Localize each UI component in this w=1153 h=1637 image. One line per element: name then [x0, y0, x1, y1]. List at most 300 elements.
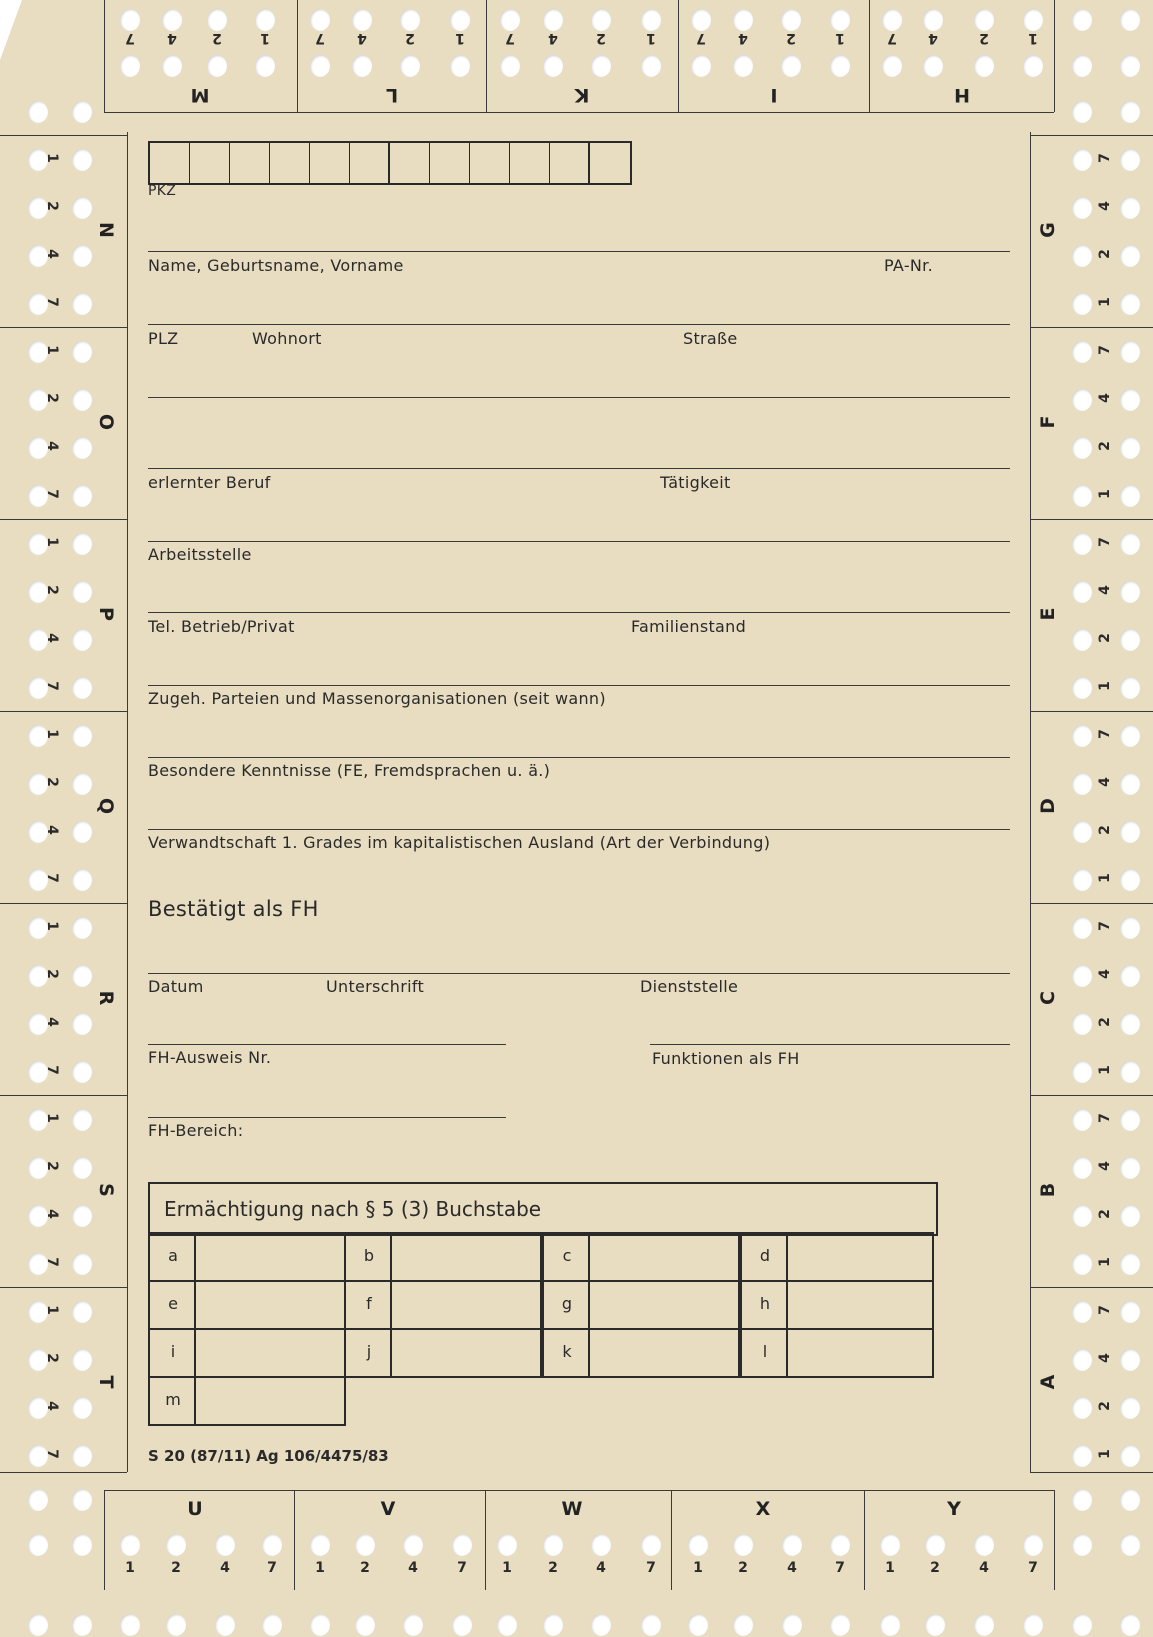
- right-punch-hole: [1120, 1397, 1140, 1419]
- right-punch-hole: [1120, 1157, 1140, 1179]
- right-punch-hole: [1072, 629, 1092, 651]
- right-punch-hole: [1120, 1301, 1140, 1323]
- left-hole-number: 1: [44, 537, 60, 547]
- top-hole-number: 4: [548, 30, 558, 46]
- left-hole-number: 7: [44, 1257, 60, 1267]
- authorization-letter-e: e: [168, 1294, 178, 1313]
- top-group-letter-k: K: [574, 84, 590, 106]
- bottom-punch-hole: [403, 1534, 423, 1556]
- top-punch-hole: [207, 9, 227, 31]
- bottom-hole-number: 2: [360, 1560, 370, 1576]
- right-hole-number: 7: [1097, 537, 1113, 547]
- right-group-divider: [1030, 519, 1153, 520]
- right-punch-hole: [1072, 773, 1092, 795]
- top-hole-number: 2: [596, 30, 606, 46]
- top-group-divider: [104, 0, 105, 112]
- left-group-divider: [0, 327, 127, 328]
- top-punch-hole: [400, 55, 420, 77]
- authorization-letter-c: c: [562, 1246, 572, 1265]
- left-group-letter-t: T: [95, 1375, 117, 1389]
- left-punch-hole: [72, 293, 92, 315]
- bottom-hole-number: 2: [548, 1560, 558, 1576]
- bottom-punch-hole: [28, 1614, 48, 1636]
- bottom-group-divider: [104, 1490, 105, 1590]
- right-group-letter-g: G: [1037, 222, 1059, 238]
- right-hole-number: 4: [1097, 393, 1113, 403]
- strasse-label: Straße: [683, 329, 738, 348]
- right-hole-number: 7: [1097, 345, 1113, 355]
- bottom-group-divider: [671, 1490, 672, 1590]
- left-group-divider: [0, 1287, 127, 1288]
- authorization-value-cell[interactable]: [786, 1280, 934, 1330]
- bottom-hole-number: 2: [738, 1560, 748, 1576]
- right-group-divider: [1030, 711, 1153, 712]
- pkz-digit-box[interactable]: [350, 143, 390, 183]
- bottom-hole-number: 7: [457, 1560, 467, 1576]
- top-hole-number: 1: [646, 30, 656, 46]
- left-hole-number: 4: [44, 441, 60, 451]
- left-punch-hole: [72, 1349, 92, 1371]
- left-group-letter-p: P: [95, 607, 117, 621]
- left-punch-hole: [72, 533, 92, 555]
- bottom-group-letter-y: Y: [947, 1498, 961, 1520]
- pkz-digit-box[interactable]: [470, 143, 510, 183]
- top-group-letter-h: H: [954, 84, 970, 106]
- left-punch-hole: [72, 677, 92, 699]
- top-punch-hole: [255, 55, 275, 77]
- authorization-value-cell[interactable]: [194, 1232, 346, 1282]
- bottom-group-divider: [294, 1490, 295, 1590]
- authorization-letter-j: j: [366, 1342, 372, 1361]
- familienstand-label: Familienstand: [631, 617, 747, 636]
- authorization-letter-cell: [740, 1280, 788, 1330]
- top-punch-hole: [207, 55, 227, 77]
- top-hole-number: 1: [260, 30, 270, 46]
- bottom-hole-number: 2: [171, 1560, 181, 1576]
- bottom-punch-hole: [166, 1614, 186, 1636]
- top-punch-hole: [310, 55, 330, 77]
- bottom-punch-hole: [1023, 1614, 1043, 1636]
- right-hole-number: 2: [1097, 1209, 1113, 1219]
- top-punch-hole: [255, 9, 275, 31]
- right-hole-number: 1: [1097, 681, 1113, 691]
- bottom-hole-number: 4: [408, 1560, 418, 1576]
- pkz-digit-box[interactable]: [230, 143, 270, 183]
- bottom-punch-hole: [925, 1534, 945, 1556]
- top-hole-number: 2: [405, 30, 415, 46]
- verwandtschaft-line[interactable]: [148, 829, 1010, 830]
- authorization-letter-k: k: [562, 1342, 572, 1361]
- right-punch-hole: [1072, 917, 1092, 939]
- corner-punch-hole: [1072, 55, 1092, 77]
- top-punch-hole: [641, 9, 661, 31]
- bottom-punch-hole: [497, 1534, 517, 1556]
- bottom-punch-hole: [688, 1534, 708, 1556]
- top-punch-hole: [882, 55, 902, 77]
- left-punch-hole: [72, 1205, 92, 1227]
- right-punch-hole: [1072, 869, 1092, 891]
- verwandtschaft-label: Verwandtschaft 1. Grades im kapitalistischen Ausland (Art der Verbindung): [148, 833, 771, 852]
- right-punch-hole: [1120, 1109, 1140, 1131]
- bottom-punch-hole: [310, 1534, 330, 1556]
- left-hole-number: 2: [44, 585, 60, 595]
- authorization-letter-cell: [148, 1232, 196, 1282]
- authorization-letter-cell: [740, 1232, 788, 1282]
- top-hole-number: 7: [696, 30, 706, 46]
- dienststelle-label: Dienststelle: [640, 977, 739, 996]
- authorization-header: [148, 1182, 938, 1236]
- top-hole-number: 1: [835, 30, 845, 46]
- authorization-value-cell[interactable]: [588, 1232, 740, 1282]
- funktionen-line[interactable]: [650, 1044, 1010, 1045]
- right-punch-hole: [1072, 533, 1092, 555]
- pkz-label: PKZ: [148, 183, 177, 199]
- left-punch-hole: [72, 725, 92, 747]
- bottom-hole-number: 1: [125, 1560, 135, 1576]
- bottom-punch-hole: [830, 1614, 850, 1636]
- authorization-letter-cell: [148, 1280, 196, 1330]
- authorization-letter-cell: [542, 1232, 590, 1282]
- bottom-punch-hole: [782, 1614, 802, 1636]
- bottom-punch-hole: [733, 1614, 753, 1636]
- right-hole-number: 2: [1097, 441, 1113, 451]
- bottom-hole-number: 7: [267, 1560, 277, 1576]
- top-hole-number: 7: [505, 30, 515, 46]
- corner-punch-hole: [1120, 55, 1140, 77]
- right-punch-hole: [1120, 437, 1140, 459]
- left-hole-number: 1: [44, 1113, 60, 1123]
- bottom-punch-hole: [355, 1614, 375, 1636]
- right-punch-hole: [1072, 821, 1092, 843]
- bottom-punch-hole: [120, 1534, 140, 1556]
- authorization-title: Ermächtigung nach § 5 (3) Buchstabe: [164, 1197, 542, 1221]
- bottom-punch-hole: [591, 1614, 611, 1636]
- ausweis-label: FH-Ausweis Nr.: [148, 1048, 272, 1067]
- right-hole-number: 4: [1097, 1353, 1113, 1363]
- parteien-line[interactable]: [148, 685, 1010, 686]
- right-hole-number: 1: [1097, 489, 1113, 499]
- top-hole-number: 7: [125, 30, 135, 46]
- pa-nr-label: PA-Nr.: [884, 256, 933, 275]
- left-group-divider: [0, 1472, 127, 1473]
- top-hole-number: 7: [315, 30, 325, 46]
- left-hole-number: 4: [44, 1401, 60, 1411]
- right-punch-hole: [1072, 1061, 1092, 1083]
- left-punch-hole: [72, 341, 92, 363]
- right-punch-hole: [1120, 581, 1140, 603]
- right-punch-hole: [1120, 293, 1140, 315]
- right-punch-hole: [1072, 1013, 1092, 1035]
- left-punch-hole: [72, 869, 92, 891]
- right-hole-number: 7: [1097, 153, 1113, 163]
- bottom-punch-hole: [1120, 1534, 1140, 1556]
- top-punch-hole: [1023, 9, 1043, 31]
- right-punch-hole: [1072, 437, 1092, 459]
- arbeitsstelle-line[interactable]: [148, 541, 1010, 542]
- right-punch-hole: [1120, 197, 1140, 219]
- pkz-digit-box[interactable]: [430, 143, 470, 183]
- authorization-letter-cell: [542, 1328, 590, 1378]
- bottom-punch-hole: [1023, 1534, 1043, 1556]
- top-punch-hole: [974, 9, 994, 31]
- left-punch-hole: [72, 485, 92, 507]
- form-code: S 20 (87/11) Ag 106/4475/83: [148, 1447, 389, 1465]
- authorization-letter-cell: [344, 1328, 392, 1378]
- bottom-punch-hole: [452, 1534, 472, 1556]
- right-punch-hole: [1072, 1205, 1092, 1227]
- bottom-punch-hole: [120, 1614, 140, 1636]
- top-hole-number: 1: [455, 30, 465, 46]
- top-punch-hole: [450, 9, 470, 31]
- name-label: Name, Geburtsname, Vorname: [148, 256, 404, 275]
- authorization-letter-cell: [542, 1280, 590, 1330]
- bottom-group-topline: [104, 1490, 1054, 1491]
- right-hole-number: 1: [1097, 873, 1113, 883]
- left-hole-number: 4: [44, 1209, 60, 1219]
- bottom-punch-hole: [591, 1534, 611, 1556]
- bottom-hole-number: 7: [1028, 1560, 1038, 1576]
- bereich-line[interactable]: [148, 1117, 506, 1118]
- right-punch-hole: [1120, 341, 1140, 363]
- right-punch-hole: [1072, 677, 1092, 699]
- corner-punch-hole: [28, 101, 48, 123]
- datum-label: Datum: [148, 977, 204, 996]
- left-punch-hole: [72, 1301, 92, 1323]
- datum-line[interactable]: [148, 973, 1010, 974]
- left-hole-number: 1: [44, 921, 60, 931]
- right-punch-hole: [1072, 197, 1092, 219]
- corner-punch-hole: [1120, 9, 1140, 31]
- left-group-divider: [0, 903, 127, 904]
- right-punch-hole: [1120, 1253, 1140, 1275]
- top-hole-number: 2: [786, 30, 796, 46]
- left-group-letter-n: N: [95, 222, 117, 238]
- left-hole-number: 2: [44, 777, 60, 787]
- authorization-letter-f: f: [366, 1294, 372, 1313]
- left-group-divider: [0, 519, 127, 520]
- address-line[interactable]: [148, 324, 1010, 325]
- plz-label: PLZ: [148, 329, 179, 348]
- authorization-value-cell[interactable]: [786, 1232, 934, 1282]
- left-punch-hole: [72, 1445, 92, 1467]
- top-punch-hole: [974, 55, 994, 77]
- pkz-digit-box[interactable]: [510, 143, 550, 183]
- top-punch-hole: [450, 55, 470, 77]
- right-punch-hole: [1072, 965, 1092, 987]
- left-punch-hole: [72, 821, 92, 843]
- authorization-value-cell[interactable]: [786, 1328, 934, 1378]
- bottom-group-divider: [1054, 1490, 1055, 1590]
- authorization-letter-cell: [148, 1376, 196, 1426]
- top-punch-hole: [781, 55, 801, 77]
- left-punch-hole: [72, 1157, 92, 1179]
- bottom-hole-number: 4: [596, 1560, 606, 1576]
- right-punch-hole: [1120, 773, 1140, 795]
- bottom-punch-hole: [28, 1534, 48, 1556]
- kenntnisse-label: Besondere Kenntnisse (FE, Fremdsprachen u. ä.): [148, 761, 551, 780]
- right-group-divider: [1030, 903, 1153, 904]
- pkz-digit-boxes[interactable]: [148, 141, 632, 185]
- right-hole-number: 7: [1097, 1113, 1113, 1123]
- authorization-value-cell[interactable]: [194, 1280, 346, 1330]
- right-punch-hole: [1120, 1061, 1140, 1083]
- bottom-punch-hole: [72, 1534, 92, 1556]
- bereich-label: FH-Bereich:: [148, 1121, 244, 1140]
- beruf-label: erlernter Beruf: [148, 473, 271, 492]
- bottom-punch-hole: [1120, 1614, 1140, 1636]
- left-hole-number: 7: [44, 1065, 60, 1075]
- corner-punch-hole: [1072, 9, 1092, 31]
- authorization-letter-l: l: [762, 1342, 768, 1361]
- right-punch-hole: [1072, 1253, 1092, 1275]
- right-hole-number: 4: [1097, 969, 1113, 979]
- right-punch-hole: [1120, 1445, 1140, 1467]
- bottom-group-divider: [864, 1490, 865, 1590]
- corner-punch-hole: [1072, 101, 1092, 123]
- corner-punch-hole: [1120, 101, 1140, 123]
- pkz-digit-box[interactable]: [550, 143, 590, 183]
- tel-label: Tel. Betrieb/Privat: [148, 617, 295, 636]
- right-hole-number: 1: [1097, 1257, 1113, 1267]
- right-group-divider: [1030, 327, 1153, 328]
- left-hole-number: 7: [44, 297, 60, 307]
- bottom-punch-hole: [925, 1614, 945, 1636]
- name-line[interactable]: [148, 251, 1010, 252]
- top-punch-hole: [1023, 55, 1043, 77]
- top-punch-hole: [352, 9, 372, 31]
- top-punch-hole: [500, 55, 520, 77]
- authorization-letter-d: d: [759, 1246, 771, 1265]
- right-punch-hole: [1120, 869, 1140, 891]
- left-punch-hole: [72, 245, 92, 267]
- bottom-punch-hole: [880, 1534, 900, 1556]
- bottom-punch-hole: [355, 1534, 375, 1556]
- pkz-digit-box[interactable]: [150, 143, 190, 183]
- right-group-letter-a: A: [1037, 1374, 1059, 1390]
- bottom-hole-number: 2: [930, 1560, 940, 1576]
- bottom-group-letter-x: X: [755, 1498, 771, 1520]
- pkz-digit-box[interactable]: [190, 143, 230, 183]
- ausweis-line[interactable]: [148, 1044, 506, 1045]
- left-punch-hole: [72, 437, 92, 459]
- top-hole-number: 2: [212, 30, 222, 46]
- left-hole-number: 7: [44, 873, 60, 883]
- top-group-baseline: [104, 112, 1054, 113]
- authorization-value-cell[interactable]: [390, 1232, 542, 1282]
- bottom-punch-hole: [28, 1489, 48, 1511]
- bottom-punch-hole: [262, 1614, 282, 1636]
- right-punch-hole: [1072, 1397, 1092, 1419]
- bottom-punch-hole: [403, 1614, 423, 1636]
- right-punch-hole: [1120, 677, 1140, 699]
- right-group-letter-d: D: [1037, 798, 1059, 814]
- authorization-value-cell[interactable]: [194, 1328, 346, 1378]
- left-hole-number: 4: [44, 1017, 60, 1027]
- left-punch-hole: [72, 149, 92, 171]
- authorization-value-cell[interactable]: [390, 1328, 542, 1378]
- left-hole-number: 1: [44, 729, 60, 739]
- right-hole-number: 4: [1097, 777, 1113, 787]
- pkz-digit-box[interactable]: [590, 143, 630, 183]
- top-group-divider: [1054, 0, 1055, 112]
- right-punch-hole: [1120, 389, 1140, 411]
- left-hole-number: 1: [44, 1305, 60, 1315]
- left-group-letter-o: O: [95, 413, 117, 431]
- pkz-digit-box[interactable]: [310, 143, 350, 183]
- authorization-letter-g: g: [561, 1294, 573, 1313]
- bottom-punch-hole: [974, 1534, 994, 1556]
- right-punch-hole: [1072, 485, 1092, 507]
- bottom-group-divider: [485, 1490, 486, 1590]
- top-punch-hole: [830, 55, 850, 77]
- right-punch-hole: [1120, 965, 1140, 987]
- right-hole-number: 7: [1097, 1305, 1113, 1315]
- bottom-punch-hole: [830, 1534, 850, 1556]
- bottom-punch-hole: [782, 1534, 802, 1556]
- right-punch-hole: [1072, 149, 1092, 171]
- bottom-punch-hole: [641, 1614, 661, 1636]
- address-line-2[interactable]: [148, 397, 1010, 398]
- top-punch-hole: [923, 9, 943, 31]
- top-punch-hole: [591, 9, 611, 31]
- bestaetigt-label: Bestätigt als FH: [148, 897, 319, 921]
- beruf-line[interactable]: [148, 468, 1010, 469]
- bottom-group-letter-v: V: [380, 1498, 396, 1520]
- top-hole-number: 7: [887, 30, 897, 46]
- left-punch-hole: [72, 917, 92, 939]
- right-punch-hole: [1072, 1301, 1092, 1323]
- top-hole-number: 4: [167, 30, 177, 46]
- right-punch-hole: [1120, 245, 1140, 267]
- authorization-value-cell[interactable]: [390, 1280, 542, 1330]
- left-punch-hole: [72, 1253, 92, 1275]
- kenntnisse-line[interactable]: [148, 757, 1010, 758]
- bottom-punch-hole: [974, 1614, 994, 1636]
- taetigkeit-label: Tätigkeit: [660, 473, 731, 492]
- funktionen-label: Funktionen als FH: [652, 1049, 800, 1068]
- left-punch-hole: [72, 581, 92, 603]
- pkz-digit-box[interactable]: [390, 143, 430, 183]
- authorization-value-cell[interactable]: [588, 1328, 740, 1378]
- bottom-punch-hole: [262, 1534, 282, 1556]
- arbeitsstelle-label: Arbeitsstelle: [148, 545, 252, 564]
- authorization-letter-cell: [344, 1280, 392, 1330]
- right-group-divider: [1030, 1095, 1153, 1096]
- left-hole-number: 2: [44, 201, 60, 211]
- top-punch-hole: [733, 55, 753, 77]
- left-hole-number: 2: [44, 969, 60, 979]
- authorization-letter-i: i: [170, 1342, 176, 1361]
- right-hole-number: 1: [1097, 1449, 1113, 1459]
- left-punch-hole: [72, 629, 92, 651]
- authorization-value-cell[interactable]: [194, 1376, 346, 1426]
- bottom-punch-hole: [215, 1614, 235, 1636]
- right-hole-number: 2: [1097, 249, 1113, 259]
- right-punch-hole: [1120, 1349, 1140, 1371]
- pkz-digit-box[interactable]: [270, 143, 310, 183]
- right-group-letter-c: C: [1037, 991, 1059, 1005]
- right-punch-hole: [1120, 149, 1140, 171]
- authorization-value-cell[interactable]: [588, 1280, 740, 1330]
- bottom-punch-hole: [452, 1614, 472, 1636]
- top-punch-hole: [120, 55, 140, 77]
- right-punch-hole: [1120, 917, 1140, 939]
- tel-line[interactable]: [148, 612, 1010, 613]
- top-group-letter-i: I: [770, 84, 778, 106]
- right-hole-number: 1: [1097, 1065, 1113, 1075]
- left-hole-number: 2: [44, 1161, 60, 1171]
- bottom-punch-hole: [543, 1614, 563, 1636]
